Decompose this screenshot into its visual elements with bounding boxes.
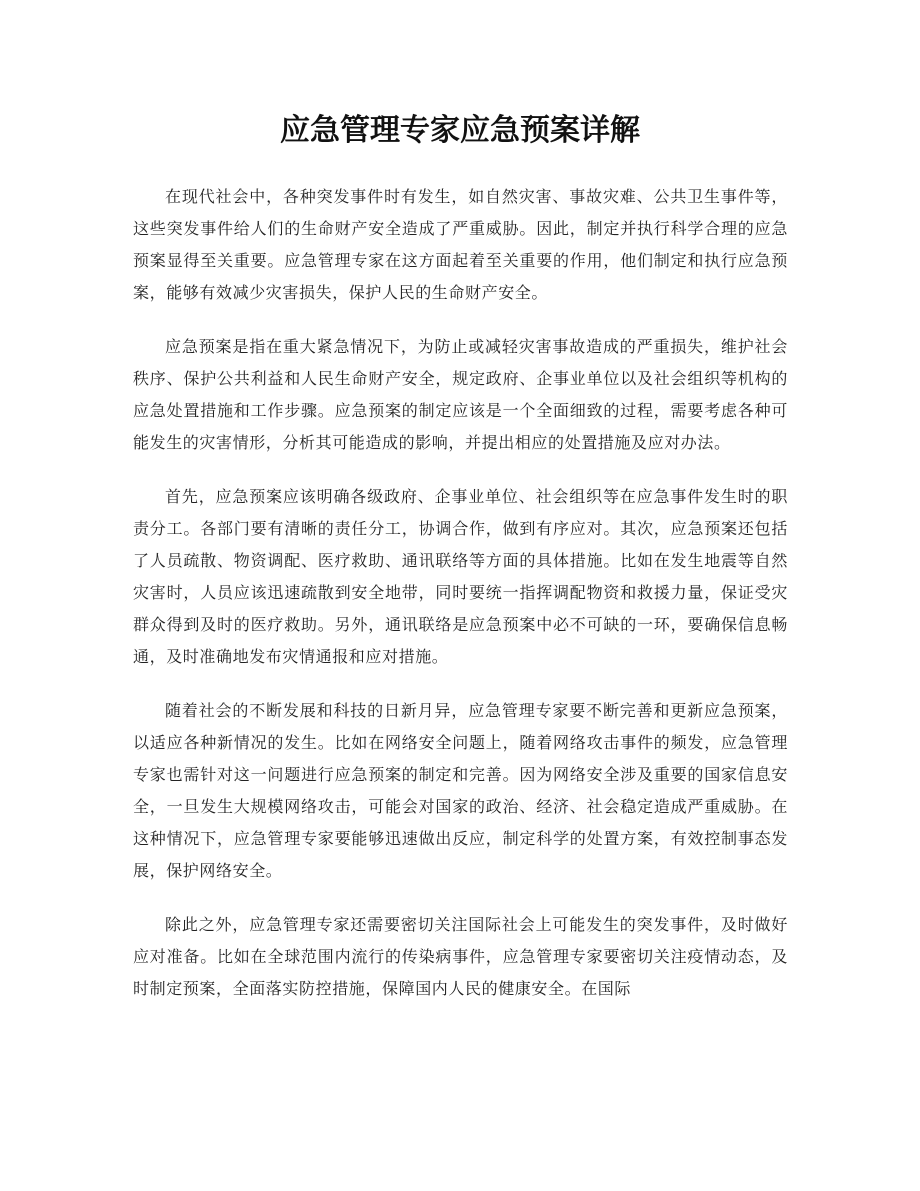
paragraph-2: 应急预案是指在重大紧急情况下，为防止或减轻灾害事故造成的严重损失，维护社会秩序、保护公共利益和人民生命财产安全，规定政府、企事业单位以及社会组织等机构的应急处置措施和工作步骤。应急预案的制定应该是一个全面细致的过程，需要考虑各种可能发生的灾害情形，分析其可能造成的影响，并提出相应的处置措施及应对办法。 xyxy=(133,337,788,452)
paragraph-3: 首先，应急预案应该明确各级政府、企事业单位、社会组织等在应急事件发生时的职责分工。各部门要有清晰的责任分工，协调合作，做到有序应对。其次，应急预案还包括了人员疏散、物资调配、医疗救助、通讯联络等方面的具体措施。比如在发生地震等自然灾害时，人员应该迅速疏散到安全地带，同时要统一指挥调配物资和救援力量，保证受灾群众得到及时的医疗救助。另外，通讯联络是应急预案中必不可缺的一环，要确保信息畅通，及时准确地发布灾情通报和应对措施。 xyxy=(133,487,788,666)
paragraph-1: 在现代社会中，各种突发事件时有发生，如自然灾害、事故灾难、公共卫生事件等，这些突发事件给人们的生命财产安全造成了严重威胁。因此，制定并执行科学合理的应急预案显得至关重要。应急管理专家在这方面起着至关重要的作用，他们制定和执行应急预案，能够有效减少灾害损失，保护人民的生命财产安全。 xyxy=(133,187,788,302)
document-body xyxy=(133,181,788,1027)
paragraph-4: 随着社会的不断发展和科技的日新月异，应急管理专家要不断完善和更新应急预案，以适应各种新情况的发生。比如在网络安全问题上，随着网络攻击事件的频发，应急管理专家也需针对这一问题进行应急预案的制定和完善。因为网络安全涉及重要的国家信息安全，一旦发生大规模网络攻击，可能会对国家的政治、经济、社会稳定造成严重威胁。在这种情况下，应急管理专家要能够迅速做出反应，制定科学的处置方案，有效控制事态发展，保护网络安全。 xyxy=(133,701,788,880)
paragraph-5: 除此之外，应急管理专家还需要密切关注国际社会上可能发生的突发事件，及时做好应对准备。比如在全球范围内流行的传染病事件，应急管理专家要密切关注疫情动态，及时制定预案，全面落实防控措施，保障国内人民的健康安全。在国际 xyxy=(133,915,788,998)
document-title: 应急管理专家应急预案详解 xyxy=(280,113,640,148)
